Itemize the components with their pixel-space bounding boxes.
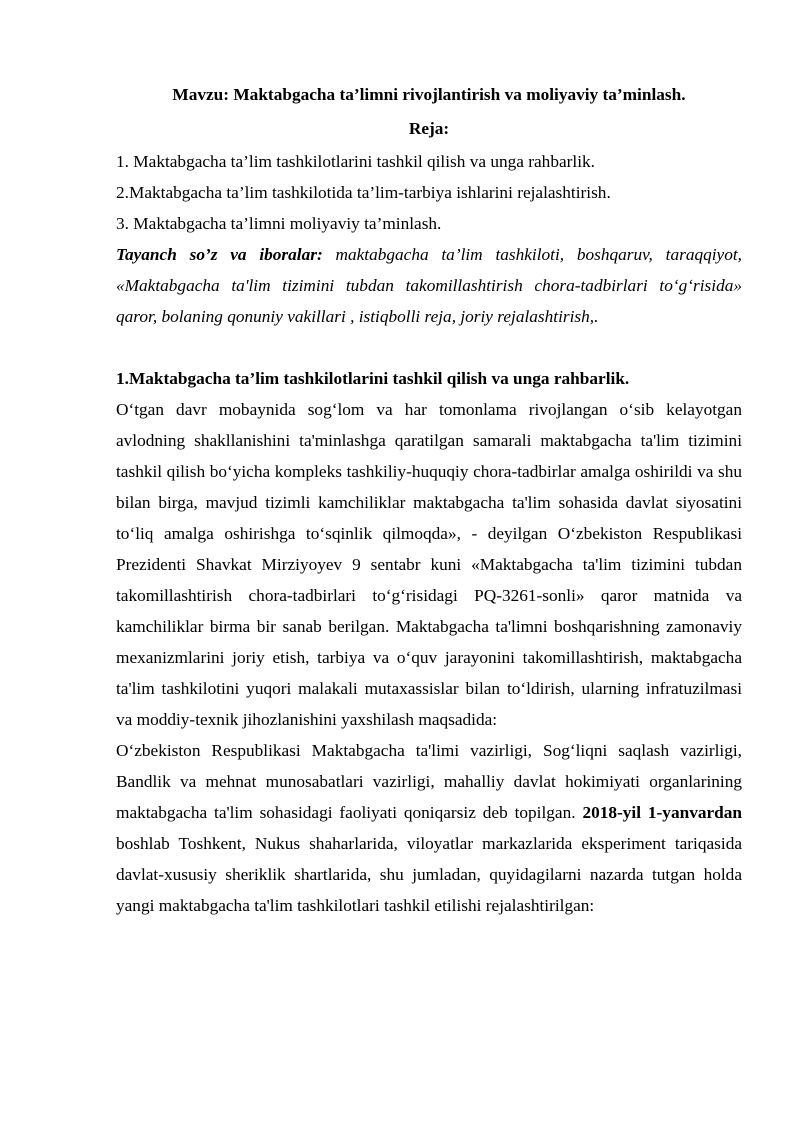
section-1-heading: 1.Maktabgacha ta’lim tashkilotlarini tashkil qilish va unga rahbarlik. (116, 369, 630, 388)
paragraph-2 (116, 735, 742, 921)
plan-item-1: 1. Maktabgacha ta’lim tashkilotlarini tashkil qilish va unga rahbarlik. (116, 152, 595, 171)
plan-item-2: 2.Maktabgacha ta’lim tashkilotida ta’lim-tarbiya ishlarini rejalashtirish. (116, 183, 611, 202)
blank-line (116, 332, 742, 363)
paragraph-1: O‘tgan davr mobaynida sog‘lom va har tomonlama rivojlangan o‘sib kelayotgan avlodning shakllanishini ta'minlashga qaratilgan samarali maktabgacha ta'lim tizimini tashkil qilish bo‘yicha kompleks tashkiliy-huquqiy chora-tadbirlar amalga oshirildi va shu bilan birga, mavjud tizimli kamchiliklar maktabgacha ta'lim sohasida davlat siyosatini to‘liq amalga oshirishga to‘sqinlik qilmoqda», - deyilgan O‘zbekiston Respublikasi Prezidenti Shavkat Mirziyoyev 9 sentabr kuni «Maktabgacha ta'lim tizimini tubdan takomillashtirish chora-tadbirlari to‘g‘risidagi PQ-3261-sonli» qaror matnida va kamchiliklar birma bir sanab berilgan. Maktabgacha ta'limni boshqarishning zamonaviy mexanizmlarini joriy etish, tarbiya va o‘quv jarayonini takomillashtirish, maktabgacha ta'lim tashkilotini yuqori malakali mutaxassislar bilan to‘ldirish, ularning infratuzilmasi va moddiy-texnik jihozlanishini yaxshilash maqsadida: (116, 400, 742, 729)
keywords-label: Tayanch so’z va iboralar: (116, 245, 323, 264)
document-title: Mavzu: Maktabgacha ta’limni rivojlantirish va moliyaviy ta’minlash. (172, 85, 686, 104)
keywords-paragraph (116, 239, 742, 332)
plan-item-3: 3. Maktabgacha ta’limni moliyaviy ta’minlash. (116, 214, 442, 233)
paragraph-2-date: 2018-yil 1-yanvardan (582, 803, 743, 822)
paragraph-2-end: boshlab Toshkent, Nukus shaharlarida, viloyatlar markazlarida eksperiment tariqasida davlat-xususiy sheriklik shartlarida, shu jumladan, quyidagilarni nazarda tutgan holda yangi maktabgacha ta'lim tashkilotlari tashkil etilishi rejalashtirilgan: (116, 834, 742, 915)
keywords-text: maktabgacha ta’lim tashkiloti, boshqaruv, taraqqiyot, «Maktabgacha ta'lim tizimini tubdan takomillashtirish chora-tadbirlari to‘g‘risida» qaror, bolaning qonuniy vakillari , istiqbolli reja, joriy rejalashtirish,. (116, 245, 742, 326)
plan-heading: Reja: (408, 119, 450, 138)
paragraph-2-start: O‘zbekiston Respublikasi Maktabgacha ta'limi vazirligi, Sog‘liqni saqlash vazirligi, Bandlik va mehnat munosabatlari vazirligi, mahalliy davlat hokimiyati organlarining maktabgacha ta'lim sohasidagi faoliyati qoniqarsiz deb topilgan. (116, 741, 742, 822)
document-page (116, 78, 742, 921)
